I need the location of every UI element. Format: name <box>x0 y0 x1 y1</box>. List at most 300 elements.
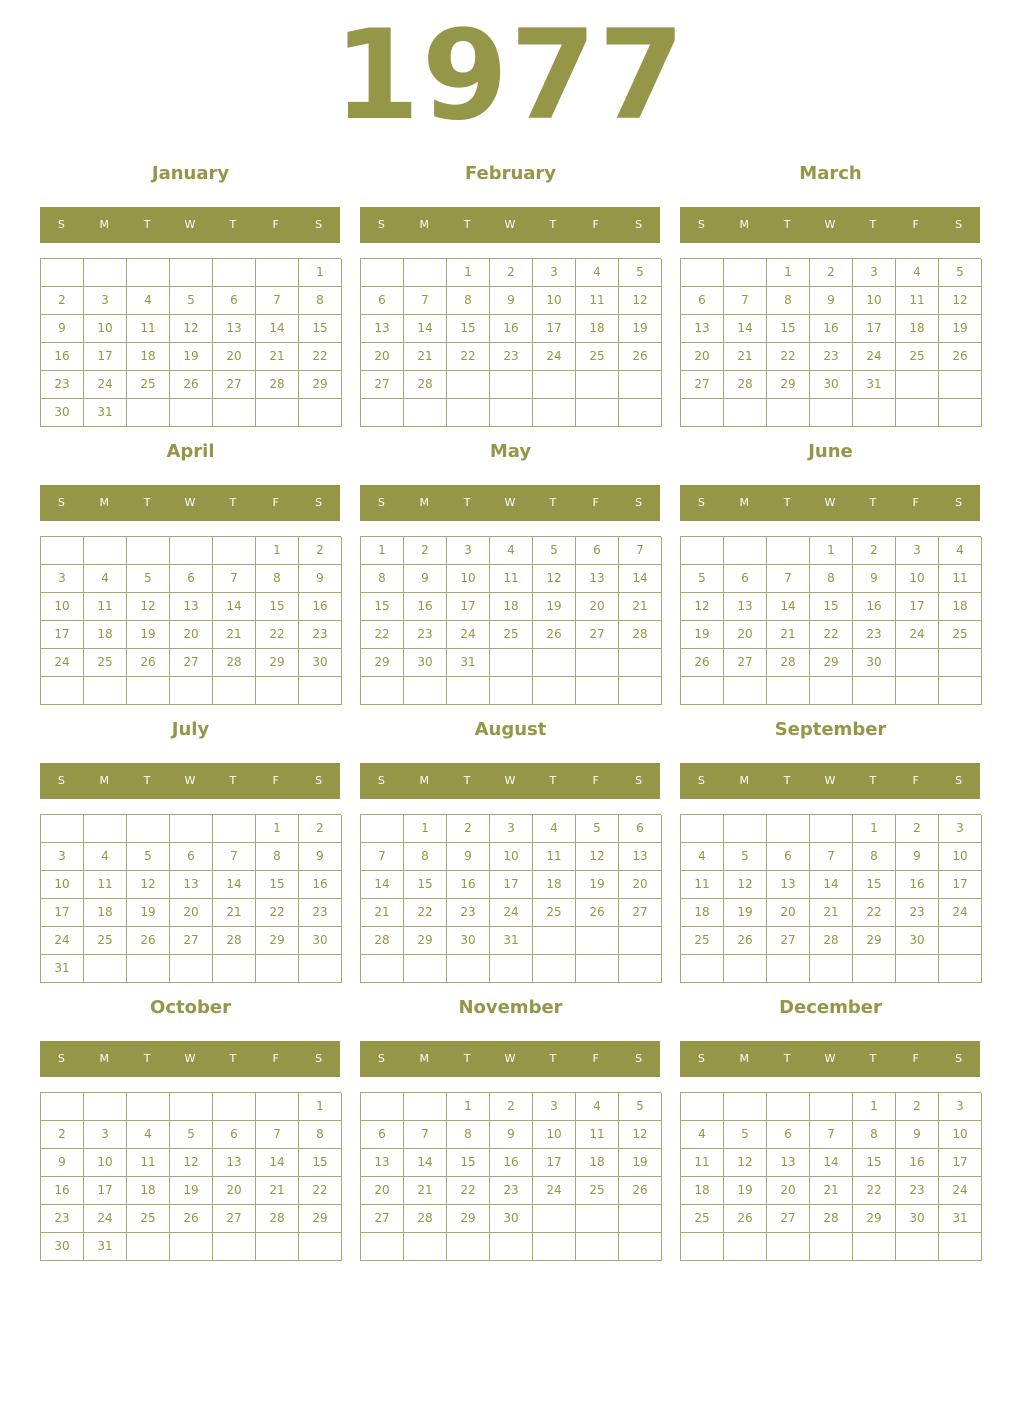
day-cell: 5 <box>576 815 619 843</box>
empty-day-cell <box>213 537 256 565</box>
empty-day-cell <box>170 259 213 287</box>
empty-day-cell <box>767 399 810 427</box>
day-cell: 3 <box>533 1093 576 1121</box>
day-cell: 2 <box>447 815 490 843</box>
empty-day-cell <box>490 371 533 399</box>
empty-day-cell <box>404 399 447 427</box>
day-cell: 31 <box>84 399 127 427</box>
weekday-label: W <box>184 774 196 787</box>
day-cell: 27 <box>724 649 767 677</box>
day-cell: 13 <box>170 593 213 621</box>
day-cell: 16 <box>896 1149 939 1177</box>
weekday-header <box>680 207 980 243</box>
day-cell: 21 <box>724 343 767 371</box>
empty-day-cell <box>533 399 576 427</box>
empty-day-cell <box>490 1233 533 1261</box>
empty-day-cell <box>724 677 767 705</box>
empty-day-cell <box>256 955 299 983</box>
day-cell: 13 <box>361 315 404 343</box>
day-cell: 19 <box>724 1177 767 1205</box>
day-cell: 8 <box>767 287 810 315</box>
day-cell: 23 <box>299 621 342 649</box>
day-cell: 14 <box>361 871 404 899</box>
day-cell: 28 <box>724 371 767 399</box>
day-cell: 22 <box>299 343 342 371</box>
day-cell: 28 <box>619 621 662 649</box>
empty-day-cell <box>896 399 939 427</box>
day-cell: 29 <box>299 1205 342 1233</box>
empty-day-cell <box>127 399 170 427</box>
empty-day-cell <box>127 677 170 705</box>
weekday-label: F <box>272 218 279 231</box>
empty-day-cell <box>533 927 576 955</box>
day-cell: 1 <box>256 537 299 565</box>
day-cell: 27 <box>576 621 619 649</box>
day-cell: 9 <box>299 565 342 593</box>
day-cell: 6 <box>170 565 213 593</box>
day-cell: 3 <box>447 537 490 565</box>
weekday-label: S <box>57 1052 65 1065</box>
day-cell: 13 <box>724 593 767 621</box>
day-cell: 5 <box>170 287 213 315</box>
day-cell: 8 <box>810 565 853 593</box>
day-cell: 5 <box>939 259 982 287</box>
day-cell: 13 <box>681 315 724 343</box>
empty-day-cell <box>84 259 127 287</box>
weekday-label: T <box>549 774 557 787</box>
empty-day-cell <box>127 815 170 843</box>
empty-day-cell <box>810 1093 853 1121</box>
day-cell: 22 <box>404 899 447 927</box>
day-cell: 21 <box>361 899 404 927</box>
empty-day-cell <box>84 955 127 983</box>
empty-day-cell <box>170 399 213 427</box>
month-name: December <box>779 997 882 1018</box>
day-cell: 24 <box>533 1177 576 1205</box>
weekday-label: M <box>99 774 110 787</box>
weekday-label: M <box>419 496 430 509</box>
day-cell: 11 <box>127 315 170 343</box>
empty-day-cell <box>256 677 299 705</box>
day-cell: 6 <box>213 287 256 315</box>
day-cell: 12 <box>127 871 170 899</box>
day-cell: 10 <box>533 1121 576 1149</box>
day-cell: 26 <box>681 649 724 677</box>
empty-day-cell <box>576 1205 619 1233</box>
empty-day-cell <box>447 955 490 983</box>
month-name: April <box>166 441 215 462</box>
day-cell: 10 <box>939 1121 982 1149</box>
day-cell: 31 <box>84 1233 127 1261</box>
day-cell: 20 <box>213 343 256 371</box>
day-cell: 14 <box>256 1149 299 1177</box>
day-cell: 25 <box>896 343 939 371</box>
day-cell: 14 <box>213 593 256 621</box>
weekday-label: T <box>143 496 151 509</box>
day-cell: 7 <box>361 843 404 871</box>
weekday-label: S <box>955 496 963 509</box>
weekday-label: F <box>272 496 279 509</box>
empty-day-cell <box>576 927 619 955</box>
empty-day-cell <box>533 677 576 705</box>
weekday-label: T <box>549 218 557 231</box>
day-cell: 12 <box>724 1149 767 1177</box>
day-cell: 20 <box>361 343 404 371</box>
day-cell: 29 <box>810 649 853 677</box>
weekday-label: S <box>635 496 643 509</box>
day-cell: 23 <box>447 899 490 927</box>
empty-day-cell <box>939 677 982 705</box>
weekday-header <box>40 207 340 243</box>
day-grid <box>360 1092 661 1261</box>
weekday-header <box>40 1041 340 1077</box>
empty-day-cell <box>619 371 662 399</box>
day-cell: 21 <box>810 899 853 927</box>
day-cell: 2 <box>41 287 84 315</box>
empty-day-cell <box>939 955 982 983</box>
empty-day-cell <box>533 649 576 677</box>
day-cell: 20 <box>170 899 213 927</box>
day-cell: 9 <box>299 843 342 871</box>
empty-day-cell <box>404 259 447 287</box>
day-cell: 26 <box>127 649 170 677</box>
day-cell: 7 <box>404 1121 447 1149</box>
day-cell: 25 <box>84 927 127 955</box>
empty-day-cell <box>490 399 533 427</box>
month-name: November <box>458 997 563 1018</box>
day-cell: 24 <box>533 343 576 371</box>
day-cell: 12 <box>939 287 982 315</box>
day-cell: 29 <box>447 1205 490 1233</box>
day-cell: 25 <box>84 649 127 677</box>
empty-day-cell <box>896 955 939 983</box>
empty-day-cell <box>213 399 256 427</box>
day-cell: 18 <box>533 871 576 899</box>
day-cell: 1 <box>361 537 404 565</box>
empty-day-cell <box>447 677 490 705</box>
weekday-label: S <box>635 1052 643 1065</box>
weekday-label: M <box>99 1052 110 1065</box>
weekday-label: W <box>824 774 836 787</box>
day-cell: 15 <box>256 593 299 621</box>
day-cell: 8 <box>299 287 342 315</box>
day-cell: 15 <box>299 1149 342 1177</box>
day-cell: 14 <box>404 315 447 343</box>
day-cell: 31 <box>490 927 533 955</box>
day-cell: 17 <box>41 899 84 927</box>
day-cell: 8 <box>256 565 299 593</box>
day-cell: 12 <box>724 871 767 899</box>
day-cell: 21 <box>404 1177 447 1205</box>
day-cell: 23 <box>41 371 84 399</box>
day-cell: 6 <box>767 1121 810 1149</box>
day-cell: 9 <box>41 315 84 343</box>
weekday-header <box>360 485 660 521</box>
weekday-label: W <box>184 496 196 509</box>
day-cell: 3 <box>41 843 84 871</box>
empty-day-cell <box>213 1093 256 1121</box>
day-cell: 1 <box>299 1093 342 1121</box>
day-cell: 17 <box>533 315 576 343</box>
empty-day-cell <box>84 677 127 705</box>
weekday-label: S <box>57 774 65 787</box>
weekday-label: W <box>504 774 516 787</box>
day-cell: 20 <box>767 899 810 927</box>
day-cell: 1 <box>853 815 896 843</box>
day-cell: 31 <box>939 1205 982 1233</box>
empty-day-cell <box>533 955 576 983</box>
day-cell: 12 <box>170 1149 213 1177</box>
day-cell: 27 <box>170 927 213 955</box>
empty-day-cell <box>619 955 662 983</box>
day-cell: 9 <box>490 287 533 315</box>
day-cell: 28 <box>256 371 299 399</box>
empty-day-cell <box>404 955 447 983</box>
day-grid <box>680 536 981 705</box>
day-cell: 29 <box>299 371 342 399</box>
day-cell: 22 <box>361 621 404 649</box>
empty-day-cell <box>41 815 84 843</box>
empty-day-cell <box>939 399 982 427</box>
day-cell: 30 <box>896 1205 939 1233</box>
day-cell: 22 <box>810 621 853 649</box>
day-cell: 21 <box>619 593 662 621</box>
day-cell: 14 <box>810 871 853 899</box>
empty-day-cell <box>681 677 724 705</box>
empty-day-cell <box>724 399 767 427</box>
day-cell: 11 <box>533 843 576 871</box>
day-cell: 7 <box>810 843 853 871</box>
empty-day-cell <box>170 1093 213 1121</box>
day-cell: 26 <box>533 621 576 649</box>
day-cell: 6 <box>213 1121 256 1149</box>
day-cell: 28 <box>256 1205 299 1233</box>
weekday-label: S <box>635 218 643 231</box>
empty-day-cell <box>41 259 84 287</box>
day-cell: 17 <box>84 1177 127 1205</box>
empty-day-cell <box>41 537 84 565</box>
weekday-label: F <box>912 1052 919 1065</box>
day-cell: 11 <box>681 871 724 899</box>
day-cell: 22 <box>447 1177 490 1205</box>
month-name: February <box>464 163 557 184</box>
weekday-label: S <box>697 496 705 509</box>
day-cell: 6 <box>681 287 724 315</box>
day-cell: 15 <box>299 315 342 343</box>
day-cell: 26 <box>170 371 213 399</box>
day-cell: 4 <box>84 565 127 593</box>
weekday-header <box>360 1041 660 1077</box>
day-cell: 27 <box>170 649 213 677</box>
weekday-label: F <box>592 774 599 787</box>
empty-day-cell <box>490 677 533 705</box>
day-cell: 21 <box>404 343 447 371</box>
day-cell: 30 <box>41 399 84 427</box>
weekday-label: T <box>229 496 237 509</box>
day-cell: 16 <box>299 593 342 621</box>
month-name: August <box>474 719 547 740</box>
day-cell: 7 <box>256 1121 299 1149</box>
empty-day-cell <box>84 815 127 843</box>
day-cell: 10 <box>939 843 982 871</box>
empty-day-cell <box>853 1233 896 1261</box>
empty-day-cell <box>810 399 853 427</box>
day-cell: 4 <box>127 287 170 315</box>
day-cell: 3 <box>533 259 576 287</box>
day-cell: 18 <box>127 343 170 371</box>
empty-day-cell <box>724 259 767 287</box>
day-cell: 12 <box>576 843 619 871</box>
day-cell: 5 <box>127 565 170 593</box>
day-cell: 17 <box>84 343 127 371</box>
empty-day-cell <box>767 677 810 705</box>
day-cell: 26 <box>127 927 170 955</box>
day-cell: 15 <box>810 593 853 621</box>
day-cell: 22 <box>447 343 490 371</box>
empty-day-cell <box>896 371 939 399</box>
day-cell: 8 <box>853 843 896 871</box>
empty-day-cell <box>896 649 939 677</box>
day-cell: 3 <box>896 537 939 565</box>
day-cell: 2 <box>299 815 342 843</box>
day-cell: 31 <box>447 649 490 677</box>
empty-day-cell <box>213 955 256 983</box>
day-cell: 9 <box>810 287 853 315</box>
day-cell: 21 <box>213 899 256 927</box>
empty-day-cell <box>853 399 896 427</box>
day-cell: 2 <box>490 1093 533 1121</box>
day-cell: 27 <box>681 371 724 399</box>
day-cell: 17 <box>853 315 896 343</box>
day-cell: 30 <box>404 649 447 677</box>
day-cell: 15 <box>256 871 299 899</box>
weekday-label: W <box>184 218 196 231</box>
empty-day-cell <box>767 1233 810 1261</box>
empty-day-cell <box>576 399 619 427</box>
empty-day-cell <box>170 955 213 983</box>
day-cell: 6 <box>619 815 662 843</box>
month-name: September <box>774 719 887 740</box>
day-cell: 2 <box>490 259 533 287</box>
empty-day-cell <box>681 537 724 565</box>
day-cell: 17 <box>939 871 982 899</box>
day-cell: 24 <box>41 927 84 955</box>
day-cell: 29 <box>404 927 447 955</box>
day-cell: 28 <box>213 927 256 955</box>
empty-day-cell <box>681 399 724 427</box>
day-cell: 24 <box>447 621 490 649</box>
day-cell: 1 <box>299 259 342 287</box>
day-cell: 2 <box>853 537 896 565</box>
day-grid <box>40 536 341 705</box>
day-cell: 1 <box>767 259 810 287</box>
day-grid <box>40 814 341 983</box>
empty-day-cell <box>299 955 342 983</box>
weekday-label: S <box>315 218 323 231</box>
day-cell: 29 <box>256 649 299 677</box>
empty-day-cell <box>939 1233 982 1261</box>
day-cell: 30 <box>41 1233 84 1261</box>
day-cell: 21 <box>256 343 299 371</box>
empty-day-cell <box>404 1093 447 1121</box>
day-cell: 25 <box>127 371 170 399</box>
day-cell: 20 <box>213 1177 256 1205</box>
empty-day-cell <box>490 955 533 983</box>
day-cell: 20 <box>681 343 724 371</box>
empty-day-cell <box>170 537 213 565</box>
empty-day-cell <box>256 1233 299 1261</box>
empty-day-cell <box>127 1093 170 1121</box>
day-cell: 20 <box>724 621 767 649</box>
day-cell: 16 <box>490 315 533 343</box>
day-cell: 18 <box>681 899 724 927</box>
day-cell: 4 <box>533 815 576 843</box>
weekday-label: T <box>229 1052 237 1065</box>
empty-day-cell <box>404 1233 447 1261</box>
weekday-label: S <box>377 496 385 509</box>
day-cell: 18 <box>576 315 619 343</box>
empty-day-cell <box>361 677 404 705</box>
day-cell: 16 <box>404 593 447 621</box>
day-cell: 14 <box>213 871 256 899</box>
empty-day-cell <box>619 1233 662 1261</box>
day-cell: 7 <box>256 287 299 315</box>
month-name: July <box>171 719 210 740</box>
empty-day-cell <box>619 927 662 955</box>
day-cell: 22 <box>299 1177 342 1205</box>
day-cell: 29 <box>361 649 404 677</box>
day-cell: 18 <box>576 1149 619 1177</box>
weekday-label: S <box>635 774 643 787</box>
day-cell: 11 <box>576 1121 619 1149</box>
day-cell: 28 <box>767 649 810 677</box>
day-cell: 22 <box>853 899 896 927</box>
weekday-label: S <box>57 218 65 231</box>
empty-day-cell <box>939 649 982 677</box>
day-cell: 3 <box>490 815 533 843</box>
weekday-label: F <box>592 218 599 231</box>
empty-day-cell <box>681 1093 724 1121</box>
weekday-label: W <box>504 218 516 231</box>
day-cell: 14 <box>619 565 662 593</box>
day-cell: 4 <box>681 1121 724 1149</box>
day-cell: 25 <box>939 621 982 649</box>
weekday-header <box>680 763 980 799</box>
day-cell: 18 <box>681 1177 724 1205</box>
empty-day-cell <box>170 677 213 705</box>
weekday-label: T <box>143 218 151 231</box>
day-cell: 23 <box>896 899 939 927</box>
empty-day-cell <box>619 649 662 677</box>
day-grid <box>40 258 341 427</box>
day-cell: 25 <box>576 1177 619 1205</box>
day-cell: 20 <box>576 593 619 621</box>
empty-day-cell <box>361 955 404 983</box>
weekday-label: S <box>57 496 65 509</box>
day-cell: 10 <box>447 565 490 593</box>
day-cell: 5 <box>170 1121 213 1149</box>
day-cell: 8 <box>447 287 490 315</box>
day-cell: 16 <box>810 315 853 343</box>
empty-day-cell <box>681 815 724 843</box>
empty-day-cell <box>170 815 213 843</box>
day-cell: 23 <box>853 621 896 649</box>
day-cell: 7 <box>767 565 810 593</box>
day-cell: 26 <box>724 927 767 955</box>
day-cell: 24 <box>853 343 896 371</box>
day-cell: 23 <box>404 621 447 649</box>
day-cell: 12 <box>681 593 724 621</box>
